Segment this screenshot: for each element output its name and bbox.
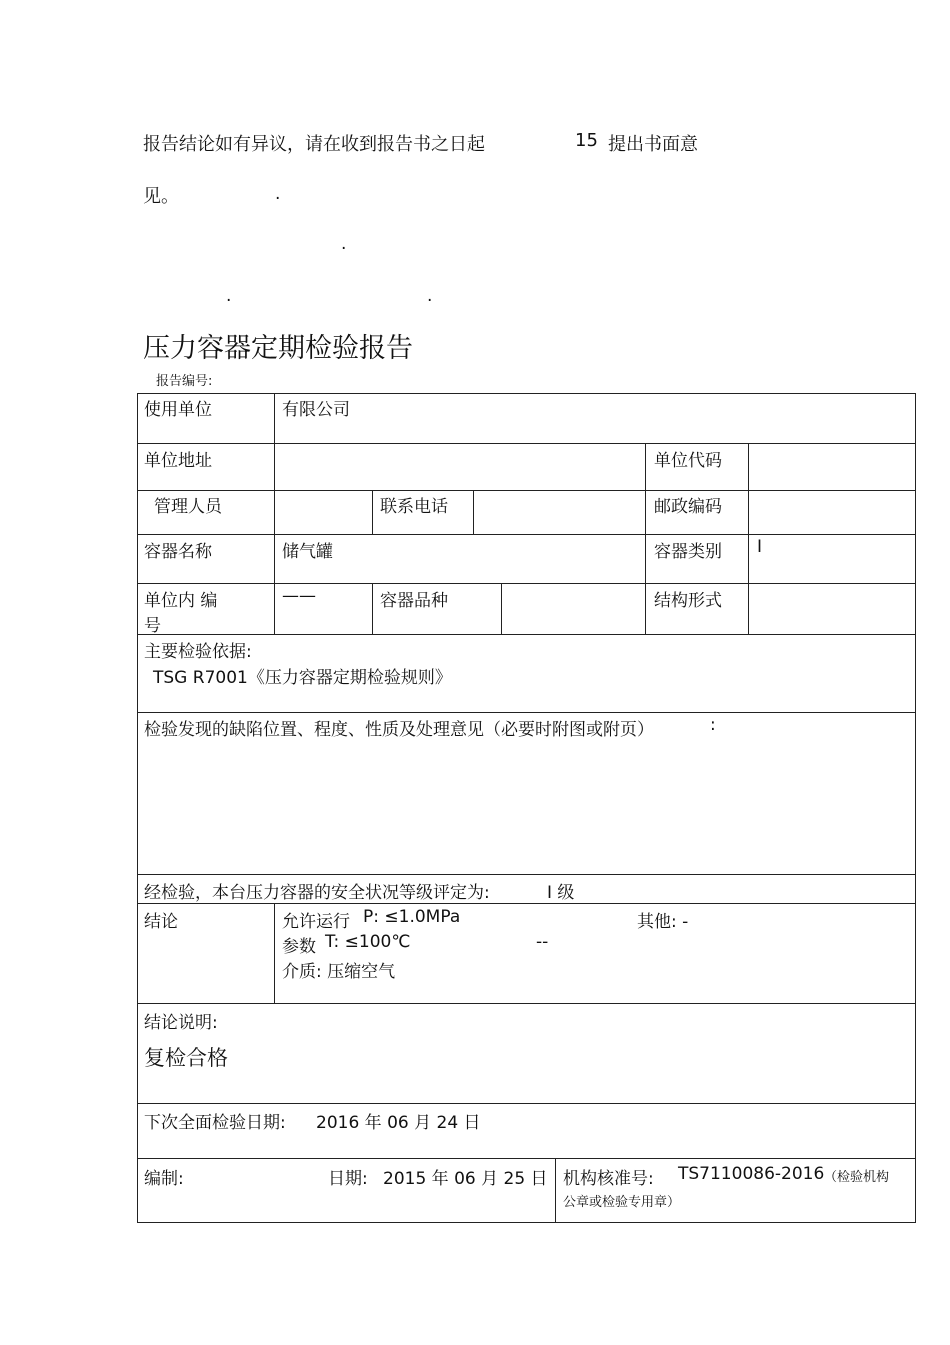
next-inspection-label: 下次全面检验日期: — [144, 1113, 286, 1133]
notice-line1-end: 提出书面意 — [608, 134, 698, 155]
other-label: 其他: - — [637, 912, 689, 932]
explanation-label: 结论说明: — [144, 1013, 218, 1033]
address-label: 单位地址 — [144, 451, 212, 471]
phone-label: 联系电话 — [380, 497, 448, 517]
postcode-label: 邮政编码 — [654, 497, 722, 517]
notice-line2: 见。 — [143, 186, 179, 207]
manager-label: 管理人员 — [154, 497, 222, 517]
conclusion-label: 结论 — [144, 912, 178, 932]
basis-value: TSG R7001《压力容器定期检验规则》 — [153, 668, 452, 688]
date-value: 2015 年 06 月 25 日 — [383, 1169, 548, 1189]
notice-line1-text: 报告结论如有异议，请在收到报告书之日起 — [143, 134, 485, 155]
approval-number: TS7110086-2016 — [678, 1164, 825, 1184]
next-inspection-date: 2016 年 06 月 24 日 — [316, 1113, 481, 1133]
variety-label: 容器品种 — [380, 591, 448, 611]
notice-days: 15 — [575, 130, 598, 151]
seal-note: （检验机构 — [824, 1170, 890, 1185]
other-dash: -- — [536, 932, 549, 952]
vessel-name-value: 储气罐 — [282, 542, 333, 562]
pressure-limit: P: ≤1.0MPa — [363, 907, 461, 927]
notice-line1 — [143, 130, 485, 156]
basis-label: 主要检验依据: — [144, 642, 252, 662]
notice-dot: . — [226, 286, 232, 306]
grade-label: 经检验，本台压力容器的安全状况等级评定为: — [144, 883, 490, 903]
page-title: 压力容器定期检验报告 — [143, 333, 413, 364]
medium: 介质: 压缩空气 — [282, 962, 396, 982]
user-unit-label: 使用单位 — [144, 400, 212, 420]
notice-dot: . — [341, 234, 347, 254]
internal-number-label: 单位内 编 — [144, 591, 218, 611]
defects-colon: : — [710, 715, 716, 735]
internal-number-value: —— — [282, 586, 316, 606]
vessel-category-label: 容器类别 — [654, 542, 722, 562]
unit-code-label: 单位代码 — [654, 451, 722, 471]
grade-value: I 级 — [547, 883, 575, 903]
temperature-limit: T: ≤100℃ — [325, 932, 411, 952]
vessel-category-value: I — [757, 537, 763, 557]
seal-note-cont: 公章或检验专用章） — [563, 1195, 681, 1210]
vessel-name-label: 容器名称 — [144, 542, 212, 562]
compiled-by-label: 编制: — [144, 1169, 184, 1189]
defects-label: 检验发现的缺陷位置、程度、性质及处理意见（必要时附图或附页） — [144, 720, 654, 740]
allow-operation-label: 允许运行 — [282, 912, 350, 932]
internal-number-label-cont: 号 — [144, 616, 161, 636]
notice-dot: . — [275, 184, 281, 204]
notice-dot: . — [427, 286, 433, 306]
date-label: 日期: — [328, 1169, 368, 1189]
approval-label: 机构核准号: — [563, 1169, 654, 1189]
explanation-value: 复检合格 — [144, 1046, 228, 1070]
parameter-label: 参数 — [282, 937, 316, 957]
user-unit-value: 有限公司 — [282, 400, 350, 420]
structure-label: 结构形式 — [654, 591, 722, 611]
report-number-label: 报告编号: — [156, 374, 213, 389]
